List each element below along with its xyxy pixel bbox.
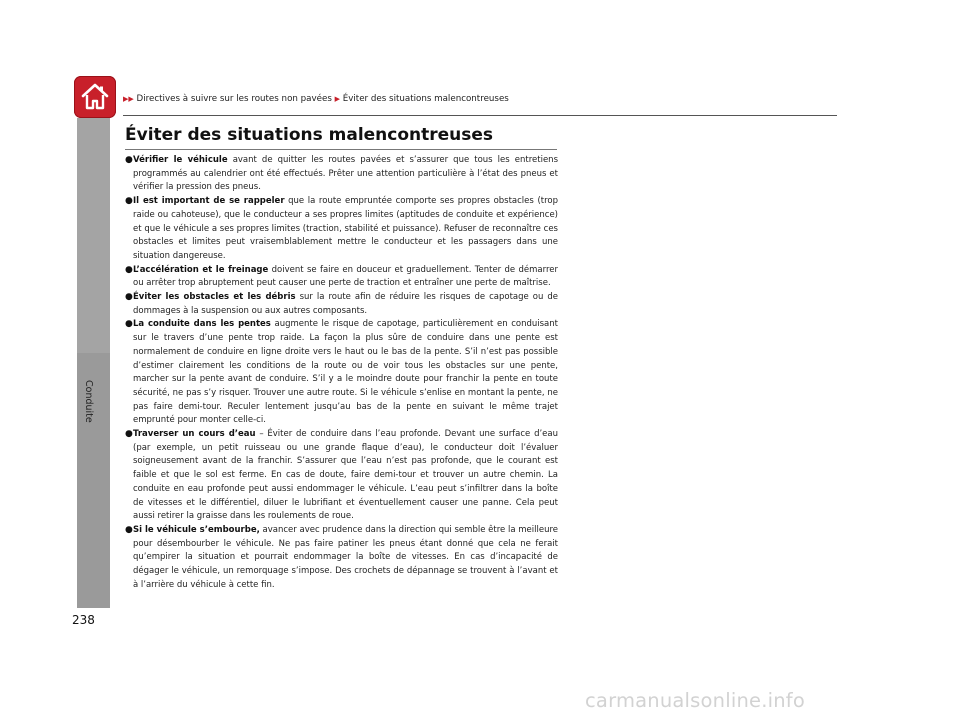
item-text: sur la route afin de réduire les risques de capotage ou de dommages à la suspension ou aux autres composants. — [133, 292, 558, 316]
list-item — [125, 264, 558, 291]
title-underline — [125, 149, 557, 150]
bullet-icon: ● — [125, 264, 133, 275]
list-item — [125, 195, 558, 264]
bullet-icon: ● — [125, 292, 133, 303]
item-text: avant de quitter les routes pavées et s’assurer que tous les entretiens programmés au calendrier ont été effectués. Prêter une attention particulière à l’état des pneus et vérifier la pression des pneus. — [133, 155, 558, 193]
list-item — [125, 154, 558, 195]
breadcrumb-arrow-icon: ▶▶ — [123, 95, 134, 103]
home-button[interactable] — [74, 76, 116, 118]
breadcrumb-current: Éviter des situations malencontreuses — [342, 94, 509, 104]
item-text: doivent se faire en douceur et graduellement. Tenter de démarrer ou arrêter trop abruptement peut causer une perte de traction et entraîner une perte de maîtrise. — [133, 264, 558, 289]
bullet-icon: ● — [125, 429, 133, 440]
bullet-icon: ● — [125, 319, 133, 330]
sidebar-tab-blank — [77, 118, 110, 353]
watermark: carmanualsonline.info — [585, 689, 805, 712]
list-item — [125, 291, 558, 318]
item-lead: Vérifier le véhicule — [133, 155, 228, 165]
sidebar-tab-label: Conduite — [83, 380, 94, 423]
page-number: 238 — [72, 613, 95, 627]
item-lead: L’accélération et le freinage — [133, 264, 269, 275]
bullet-icon: ● — [125, 196, 133, 207]
item-text: avancer avec prudence dans la direction qui semble être la meilleure pour désembourber le véhicule. Ne pas faire patiner les pneus étant donné que cela ne ferait qu’empirer la situation et pourrait endommager la boîte de vitesses. En cas d’incapacité de dégager le véhicule, un remorquage s’impose. Des crochets de dépannage se trouvent à l’avant et à l’arrière du véhicule à cette fin. — [133, 524, 558, 590]
breadcrumb-parent-link[interactable]: Directives à suivre sur les routes non pavées — [136, 94, 332, 104]
breadcrumb-separator-icon: ▶ — [334, 95, 340, 103]
item-lead: Il est important de se rappeler — [133, 196, 285, 207]
item-lead: Traverser un cours d’eau — [133, 429, 256, 440]
header-divider — [123, 115, 837, 116]
list-item — [125, 524, 558, 593]
list-item — [125, 428, 558, 524]
item-text: augmente le risque de capotage, particulièrement en conduisant sur le travers d’une pente trop raide. La façon la plus sûre de conduire dans une pente est normalement de conduire en ligne droite vers le haut ou le bas de la pente. S’il n’est pas possible d’estimer clairement les conditions de la route ou de voir tous les obstacles sur une pente, marcher sur la pente avant de conduire. S’il y a le moindre doute pour franchir la pente en toute sécurité, ne pas s’y risquer. Trouver une autre route. Si le véhicule s’enlise en montant la pente, ne pas faire demi-tour. Reculer lentement jusqu’au bas de la pente en suivant le même trajet emprunté pour monter celle-ci. — [133, 319, 558, 426]
bullet-icon: ● — [125, 155, 133, 165]
item-lead: Si le véhicule s’embourbe, — [133, 524, 260, 535]
list-item — [125, 318, 558, 428]
content-body — [125, 154, 558, 593]
item-lead: Éviter les obstacles et les débris — [133, 292, 296, 303]
page-title: Éviter des situations malencontreuses — [125, 125, 494, 145]
item-text: – Éviter de conduire dans l’eau profonde. Devant une surface d’eau (par exemple, un petit ruisseau ou une grande flaque d’eau), le conducteur doit l’évaluer soigneusement avant de la franchir. S’assurer que l’eau n’est pas profonde, que le courant est faible et que le sol est ferme. En cas de doute, faire demi-tour et trouver un autre chemin. La conduite en eau profonde peut aussi endommager le véhicule. L’eau peut s’infiltrer dans la boîte de vitesses et le différentiel, diluer le lubrifiant et éventuellement causer une panne. Cela peut aussi retirer la graisse dans les roulements de roue. — [133, 429, 558, 522]
home-icon — [79, 81, 111, 113]
breadcrumb — [123, 94, 509, 104]
item-text: que la route empruntée comporte ses propres obstacles (trop raide ou cahoteuse), que le conducteur a ses propres limites (aptitudes de conduite et expérience) et que le véhicule a ses propres limites (traction, stabilité et puissance). Refuser de reconnaître ces obstacles et limites peut vraisemblablement mettre le conducteur et les passagers dans une situation dangereuse. — [133, 196, 558, 261]
item-lead: La conduite dans les pentes — [133, 319, 271, 330]
bullet-icon: ● — [125, 524, 133, 535]
